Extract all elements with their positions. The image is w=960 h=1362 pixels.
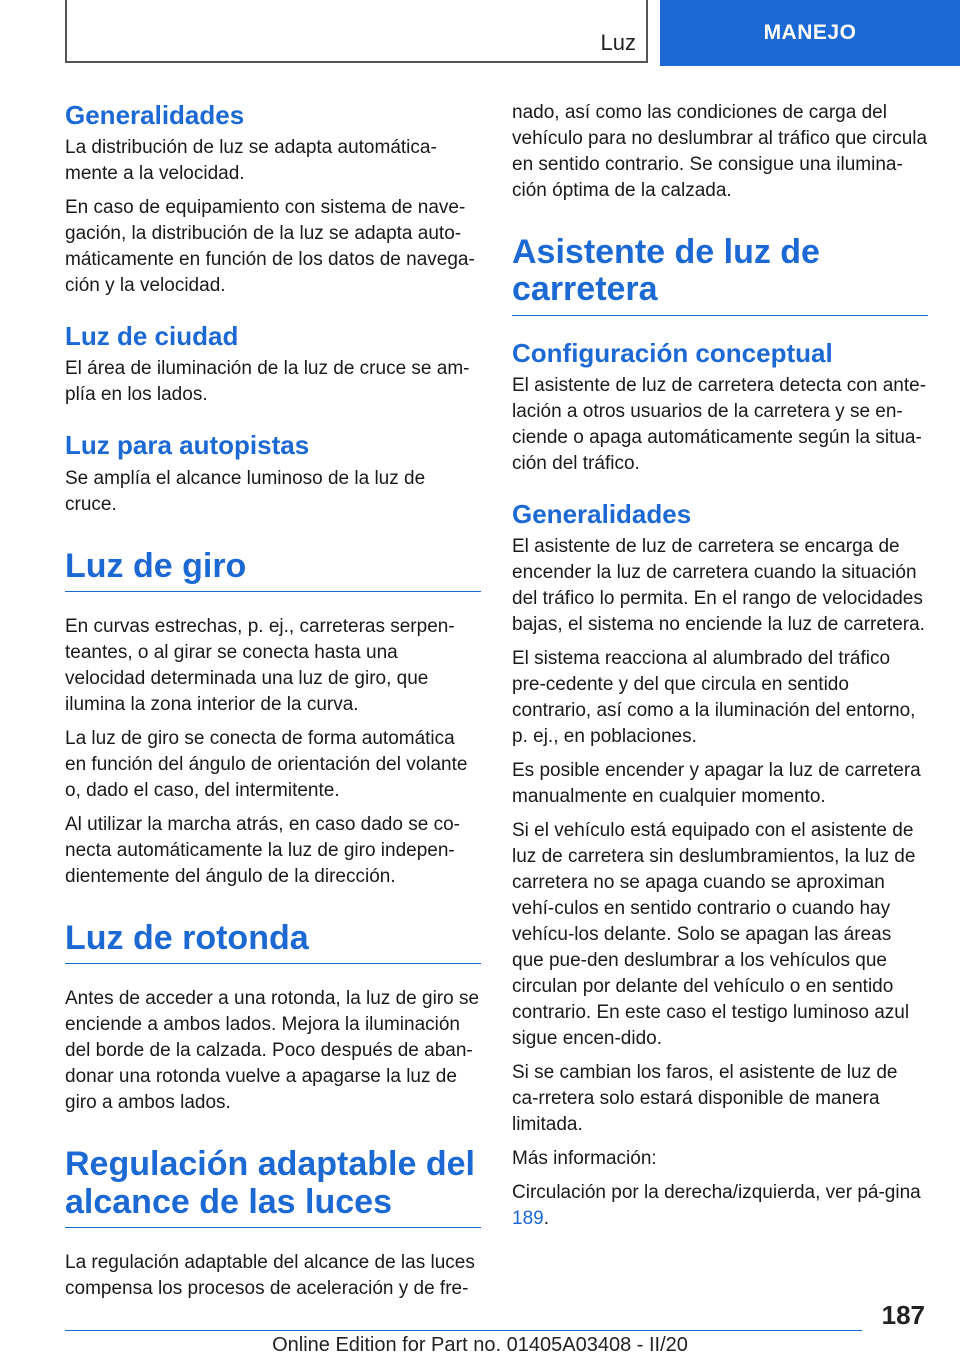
paragraph: En caso de equipamiento con sistema de nave-gación, la distribución de la luz se adapta auto-máticamente en función de los datos de navega-ción y la velocidad. — [65, 197, 475, 297]
paragraph: Si se cambian los faros, el asistente de luz de ca-rretera solo estará disponible de manera limitada. — [512, 1062, 898, 1136]
paragraph: La luz de giro se conecta de forma automática en función del ángulo de orientación del volante o, dado el caso, del intermitente. — [65, 727, 468, 801]
paragraph: Se amplía el alcance luminoso de la luz de cruce. — [65, 467, 426, 515]
heading-luz-de-rotonda: Luz de rotonda — [65, 920, 481, 964]
header-section-title: Luz — [600, 30, 636, 55]
header-frame — [65, 0, 648, 63]
paragraph: El área de iluminación de la luz de cruce se am-plía en los lados. — [65, 358, 470, 406]
left-column — [65, 100, 481, 1310]
heading-asistente-luz-carretera: Asistente de luz de carretera — [512, 234, 928, 316]
paragraph: nado, así como las condiciones de carga del vehículo para no deslumbrar al tráfico que circula en sentido contrario. Se consigue una ilumina-ción óptima de la calzada. — [512, 102, 928, 201]
paragraph: El asistente de luz de carretera se encarga de encender la luz de carretera cuando la situación del tráfico lo permita. En el rango de velocidades bajas, el sistema no enciende la luz de carretera. — [512, 536, 925, 636]
paragraph: En curvas estrechas, p. ej., carreteras serpen-teantes, o al girar se conecta hasta una velocidad determinada una luz de giro, que ilumina la zona interior de la curva. — [65, 615, 455, 715]
paragraph: La distribución de luz se adapta automática-mente a la velocidad. — [65, 137, 437, 185]
page-link-189[interactable]: 189 — [512, 1208, 544, 1230]
cross-reference-text: Circulación por la derecha/izquierda, ver pá-gina — [512, 1182, 921, 1204]
paragraph: La regulación adaptable del alcance de las luces compensa los procesos de aceleración y de fre- — [65, 1252, 475, 1300]
paragraph: El sistema reacciona al alumbrado del tráfico pre-cedente y del que circula en sentido contrario, así como a la iluminación del entorno, p. ej., en poblaciones. — [512, 648, 916, 748]
right-column — [512, 100, 928, 1240]
footer-edition: Online Edition for Part no. 01405A03408 - II/20 — [272, 1334, 688, 1356]
heading-configuracion-conceptual: Configuración conceptual — [512, 337, 833, 368]
footer-divider — [65, 1330, 862, 1331]
chapter-tab[interactable]: MANEJO — [660, 0, 960, 66]
paragraph: Es posible encender y apagar la luz de carretera manualmente en cualquier momento. — [512, 760, 921, 808]
page-number: 187 — [881, 1300, 925, 1330]
heading-luz-de-giro: Luz de giro — [65, 548, 481, 592]
heading-generalidades: Generalidades — [512, 498, 692, 529]
paragraph: Más información: — [512, 1148, 657, 1170]
cross-reference-end: . — [543, 1208, 549, 1230]
heading-regulacion-adaptable: Regulación adaptable del alcance de las luces — [65, 1146, 481, 1228]
paragraph: Al utilizar la marcha atrás, en caso dado se co-necta automáticamente la luz de giro indepen-dientemente del ángulo de la dirección. — [65, 813, 460, 887]
paragraph: Antes de acceder a una rotonda, la luz de giro se enciende a ambos lados. Mejora la iluminación del borde de la calzada. Poco después de aban-donar una rotonda vuelve a apagarse la luz de giro a ambos lados. — [65, 988, 480, 1114]
heading-luz-de-ciudad: Luz de ciudad — [65, 321, 239, 352]
paragraph: Si el vehículo está equipado con el asistente de luz de carretera sin deslumbramientos, la luz de carretera no se apaga cuando se aproximan vehí-culos en sentido contrario o cuando hay vehícu-los delante. Solo se apagan las áreas que pue-den deslumbrar a los vehículos que circulan por delante del vehículo o en sentido contrario. En este caso el testigo luminoso azul sigue encen-dido. — [512, 820, 916, 1050]
heading-generalidades: Generalidades — [65, 100, 245, 130]
paragraph: El asistente de luz de carretera detecta con ante-lación a otros usuarios de la carretera y se en-ciende o apaga automáticamente según la situa-ción del tráfico. — [512, 374, 927, 474]
heading-luz-para-autopistas: Luz para autopistas — [65, 430, 310, 461]
paragraph-cross-reference — [512, 1180, 928, 1232]
